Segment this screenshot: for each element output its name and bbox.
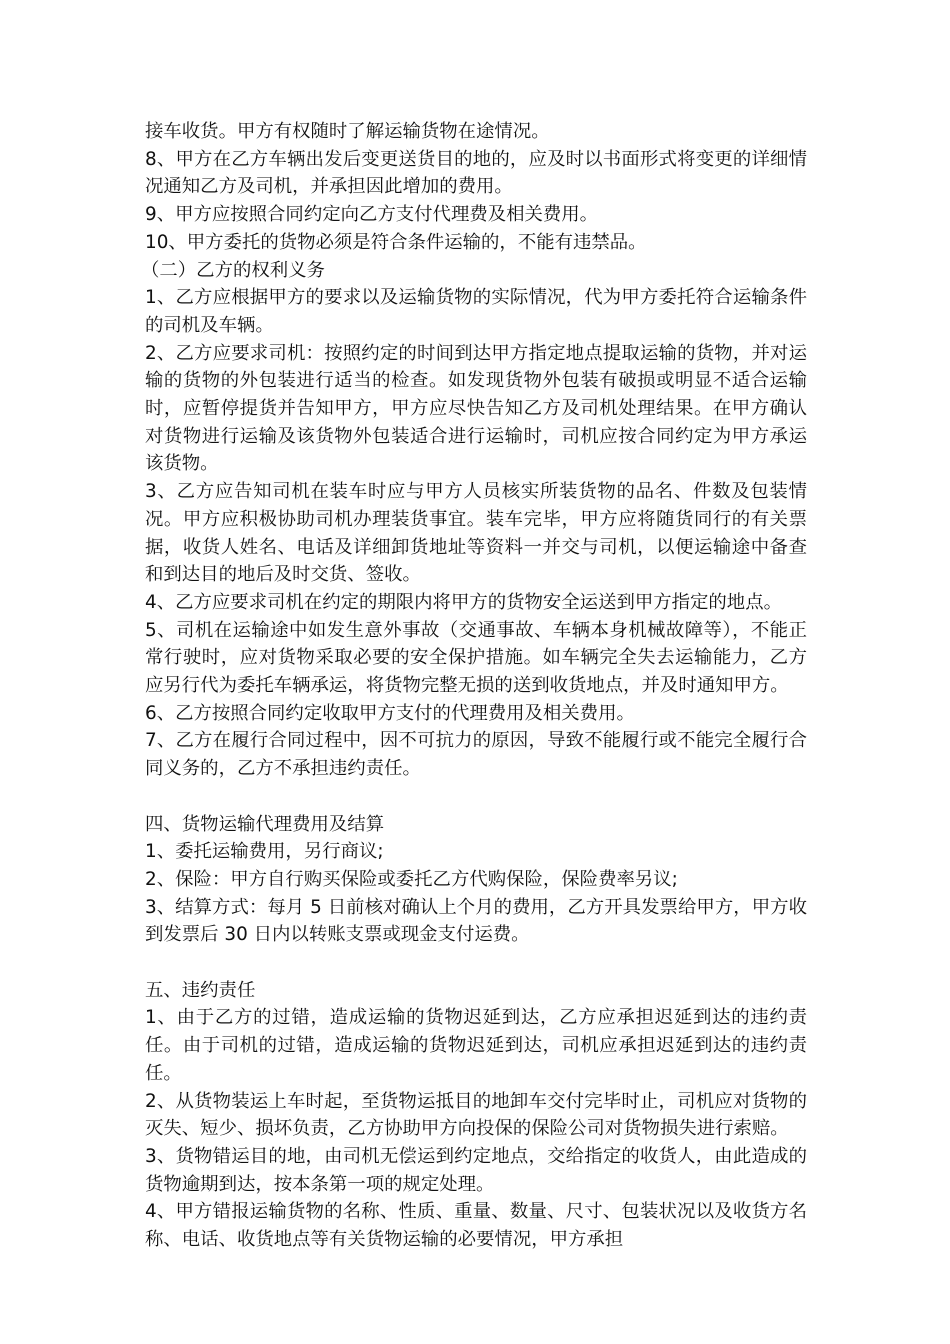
section-heading: 五、违约责任	[145, 979, 256, 1001]
document-page	[141, 118, 807, 1254]
subsection-heading: （二）乙方的权利义务	[141, 259, 325, 281]
paragraph: 2、保险：甲方自行购买保险或委托乙方代购保险，保险费率另议;	[145, 868, 678, 890]
paragraph: 3、结算方式：每月 5 日前核对确认上个月的费用，乙方开具发票给甲方，甲方收到发票后 30 日内以转账支票或现金支付运费。	[145, 896, 807, 946]
paragraph: 4、甲方错报运输货物的名称、性质、重量、数量、尺寸、包装状况以及收货方名称、电话、收货地点等有关货物运输的必要情况，甲方承担	[145, 1201, 807, 1251]
blank-line	[145, 783, 807, 811]
paragraph: 1、委托运输费用，另行商议;	[145, 841, 384, 863]
paragraph: 9、甲方应按照合同约定向乙方支付代理费及相关费用。	[145, 204, 599, 226]
paragraph: 8、甲方在乙方车辆出发后变更送货目的地的，应及时以书面形式将变更的详细情况通知乙方及司机，并承担因此增加的费用。	[145, 148, 807, 198]
paragraph: 接车收货。甲方有权随时了解运输货物在途情况。	[145, 121, 550, 142]
blank-line	[145, 949, 807, 977]
paragraph: 3、货物错运目的地，由司机无偿运到约定地点，交给指定的收货人，由此造成的货物逾期到达，按本条第一项的规定处理。	[145, 1145, 807, 1195]
section-heading: 四、货物运输代理费用及结算	[145, 813, 385, 835]
paragraph: 3、乙方应告知司机在装车时应与甲方人员核实所装货物的品名、件数及包装情况。甲方应积极协助司机办理装货事宜。装车完毕，甲方应将随货同行的有关票据，收货人姓名、电话及详细卸货地址等资料一并交与司机，以便运输途中备查和到达目的地后及时交货、签收。	[145, 481, 807, 586]
paragraph: 2、乙方应要求司机：按照约定的时间到达甲方指定地点提取运输的货物，并对运输的货物的外包装进行适当的检查。如发现货物外包装有破损或明显不适合运输时，应暂停提货并告知甲方，甲方应尽快告知乙方及司机处理结果。在甲方确认对货物进行运输及该货物外包装适合进行运输时，司机应按合同约定为甲方承运该货物。	[145, 342, 807, 475]
paragraph: 10、甲方委托的货物必须是符合条件运输的，不能有违禁品。	[145, 231, 647, 253]
paragraph: 1、由于乙方的过错，造成运输的货物迟延到达，乙方应承担迟延到达的违约责任。由于司机的过错，造成运输的货物迟延到达，司机应承担迟延到达的违约责任。	[145, 1007, 807, 1084]
paragraph: 5、司机在运输途中如发生意外事故（交通事故、车辆本身机械故障等），不能正常行驶时，应对货物采取必要的安全保护措施。如车辆完全失去运输能力，乙方应另行代为委托车辆承运，将货物完整无损的送到收货地点，并及时通知甲方。	[145, 619, 807, 697]
paragraph: 7、乙方在履行合同过程中，因不可抗力的原因，导致不能履行或不能完全履行合同义务的，乙方不承担违约责任。	[145, 730, 807, 780]
paragraph: 1、乙方应根据甲方的要求以及运输货物的实际情况，代为甲方委托符合运输条件的司机及车辆。	[145, 287, 807, 336]
paragraph: 6、乙方按照合同约定收取甲方支付的代理费用及相关费用。	[145, 702, 635, 724]
paragraph: 2、从货物装运上车时起，至货物运抵目的地卸车交付完毕时止，司机应对货物的灭失、短少、损坏负责，乙方协助甲方向投保的保险公司对货物损失进行索赔。	[145, 1090, 807, 1140]
paragraph: 4、乙方应要求司机在约定的期限内将甲方的货物安全运送到甲方指定的地点。	[145, 591, 782, 613]
